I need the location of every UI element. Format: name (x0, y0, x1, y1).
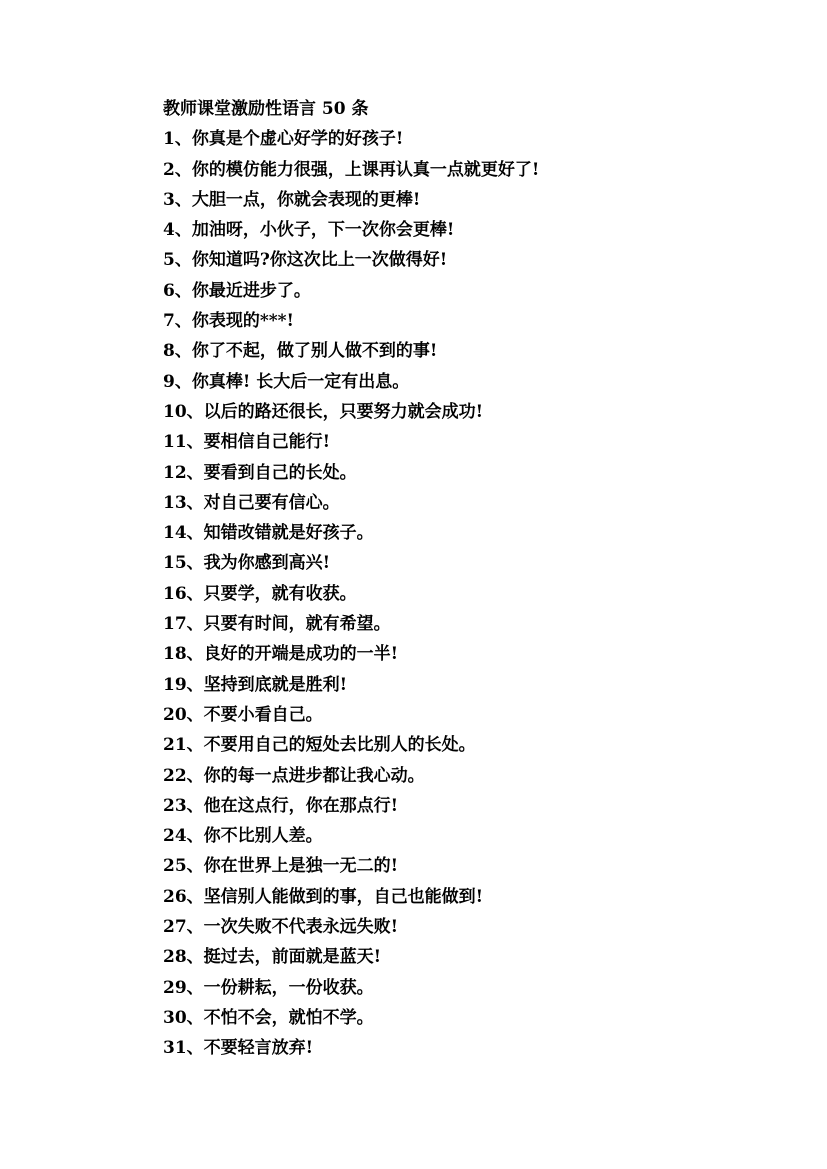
list-item: 28、挺过去，前面就是蓝天! (163, 947, 382, 968)
list-item: 13、对自己要有信心。 (163, 492, 340, 513)
list-item: 25、你在世界上是独一无二的! (163, 856, 399, 877)
list-item: 7、你表现的***! (163, 311, 294, 332)
list-item: 2、你的模仿能力很强，上课再认真一点就更好了! (163, 159, 540, 180)
item-list (163, 124, 783, 1063)
list-item: 20、不要小看自己。 (163, 704, 323, 725)
list-item: 11、要相信自己能行! (163, 432, 331, 453)
list-item: 9、你真棒! 长大后一定有出息。 (163, 371, 410, 392)
list-item: 3、大胆一点，你就会表现的更棒! (163, 189, 421, 210)
list-item: 21、不要用自己的短处去比别人的长处。 (163, 735, 476, 756)
list-item: 23、他在这点行，你在那点行! (163, 795, 399, 816)
list-item: 4、加油呀，小伙子，下一次你会更棒! (163, 220, 455, 241)
list-item: 8、你了不起，做了别人做不到的事! (163, 341, 438, 362)
document-title: 教师课堂激励性语言 50 条 (163, 99, 369, 119)
list-item: 12、要看到自己的长处。 (163, 462, 357, 483)
list-item: 19、坚持到底就是胜利! (163, 674, 348, 695)
list-item: 27、一次失败不代表永远失败! (163, 917, 399, 938)
list-item: 6、你最近进步了。 (163, 280, 311, 301)
list-item: 1、你真是个虚心好学的好孩子! (163, 129, 404, 150)
list-item: 16、只要学，就有收获。 (163, 583, 357, 604)
list-item: 14、知错改错就是好孩子。 (163, 523, 374, 544)
list-item: 22、你的每一点进步都让我心动。 (163, 765, 425, 786)
list-item: 26、坚信别人能做到的事，自己也能做到! (163, 886, 484, 907)
list-item: 17、只要有时间，就有希望。 (163, 614, 391, 635)
list-item: 31、不要轻言放弃! (163, 1038, 314, 1059)
list-item: 15、我为你感到高兴! (163, 553, 331, 574)
list-item: 18、良好的开端是成功的一半! (163, 644, 399, 665)
list-item: 24、你不比别人差。 (163, 826, 323, 847)
list-item: 30、不怕不会，就怕不学。 (163, 1007, 374, 1028)
list-item: 29、一份耕耘，一份收获。 (163, 977, 374, 998)
list-item: 10、以后的路还很长，只要努力就会成功! (163, 401, 484, 422)
list-item: 5、你知道吗?你这次比上一次做得好! (163, 250, 448, 271)
document-page (163, 94, 783, 1064)
